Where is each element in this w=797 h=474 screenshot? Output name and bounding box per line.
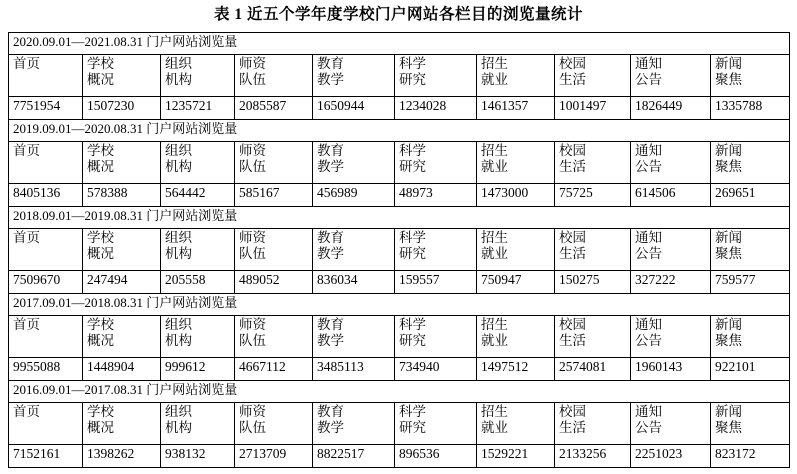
column-header-news: 新闻 聚焦 [711,141,790,183]
column-header-education: 教育 教学 [313,315,395,357]
column-header-homepage: 首页 [9,54,83,96]
value-cell: 159557 [395,270,477,293]
column-header-homepage: 首页 [9,228,83,270]
column-header-campus-life: 校园 生活 [555,228,631,270]
column-header-education: 教育 教学 [313,141,395,183]
column-header-organization: 组织 机构 [161,228,235,270]
value-cell: 564442 [161,183,235,206]
table-row-period [9,206,790,228]
table-row-values [9,444,790,467]
value-cell: 896536 [395,444,477,467]
value-cell: 614506 [631,183,711,206]
value-cell: 327222 [631,270,711,293]
value-cell: 4667112 [235,357,313,380]
table-caption: 表 1 近五个学年度学校门户网站各栏目的浏览量统计 [213,6,583,23]
table-row-header [9,402,790,444]
column-header-campus-life: 校园 生活 [555,402,631,444]
column-header-homepage: 首页 [9,315,83,357]
column-header-organization: 组织 机构 [161,54,235,96]
value-cell: 8822517 [313,444,395,467]
column-header-campus-life: 校园 生活 [555,315,631,357]
table-row-period [9,293,790,315]
value-cell: 269651 [711,183,790,206]
column-header-announcements: 通知 公告 [631,54,711,96]
value-cell: 1497512 [477,357,555,380]
column-header-school-overview: 学校 概况 [83,54,161,96]
value-cell: 759577 [711,270,790,293]
table-row-header [9,141,790,183]
column-header-school-overview: 学校 概况 [83,141,161,183]
value-cell: 1461357 [477,96,555,119]
column-header-school-overview: 学校 概况 [83,315,161,357]
table-row-values [9,183,790,206]
value-cell: 938132 [161,444,235,467]
value-cell: 8405136 [9,183,83,206]
column-header-news: 新闻 聚焦 [711,315,790,357]
column-header-announcements: 通知 公告 [631,228,711,270]
value-cell: 999612 [161,357,235,380]
value-cell: 578388 [83,183,161,206]
value-cell: 205558 [161,270,235,293]
value-cell: 585167 [235,183,313,206]
value-cell: 2251023 [631,444,711,467]
value-cell: 1960143 [631,357,711,380]
column-header-admissions: 招生 就业 [477,228,555,270]
table-row-period [9,32,790,54]
value-cell: 7751954 [9,96,83,119]
table-row-values [9,357,790,380]
value-cell: 823172 [711,444,790,467]
column-header-research: 科学 研究 [395,54,477,96]
table-row-header [9,54,790,96]
column-header-announcements: 通知 公告 [631,141,711,183]
column-header-news: 新闻 聚焦 [711,228,790,270]
value-cell: 750947 [477,270,555,293]
column-header-research: 科学 研究 [395,315,477,357]
column-header-announcements: 通知 公告 [631,402,711,444]
value-cell: 1001497 [555,96,631,119]
value-cell: 456989 [313,183,395,206]
column-header-education: 教育 教学 [313,402,395,444]
column-header-organization: 组织 机构 [161,141,235,183]
value-cell: 1507230 [83,96,161,119]
column-header-faculty: 师资 队伍 [235,228,313,270]
column-header-organization: 组织 机构 [161,315,235,357]
value-cell: 1235721 [161,96,235,119]
column-header-research: 科学 研究 [395,141,477,183]
column-header-admissions: 招生 就业 [477,54,555,96]
column-header-news: 新闻 聚焦 [711,402,790,444]
value-cell: 2574081 [555,357,631,380]
value-cell: 75725 [555,183,631,206]
period-label: 2018.09.01—2019.08.31 门户网站浏览量 [9,206,790,228]
column-header-campus-life: 校园 生活 [555,141,631,183]
period-label: 2019.09.01—2020.08.31 门户网站浏览量 [9,119,790,141]
column-header-school-overview: 学校 概况 [83,228,161,270]
column-header-research: 科学 研究 [395,228,477,270]
value-cell: 1529221 [477,444,555,467]
column-header-faculty: 师资 队伍 [235,402,313,444]
column-header-education: 教育 教学 [313,228,395,270]
column-header-homepage: 首页 [9,402,83,444]
value-cell: 1448904 [83,357,161,380]
value-cell: 1234028 [395,96,477,119]
value-cell: 7152161 [9,444,83,467]
column-header-education: 教育 教学 [313,54,395,96]
period-label: 2020.09.01—2021.08.31 门户网站浏览量 [9,32,790,54]
browsing-statistics-table [8,32,790,468]
period-label: 2017.09.01—2018.08.31 门户网站浏览量 [9,293,790,315]
column-header-admissions: 招生 就业 [477,402,555,444]
value-cell: 150275 [555,270,631,293]
value-cell: 1650944 [313,96,395,119]
column-header-admissions: 招生 就业 [477,315,555,357]
column-header-organization: 组织 机构 [161,402,235,444]
table-row-period [9,380,790,402]
value-cell: 247494 [83,270,161,293]
value-cell: 1335788 [711,96,790,119]
value-cell: 489052 [235,270,313,293]
value-cell: 836034 [313,270,395,293]
value-cell: 734940 [395,357,477,380]
column-header-homepage: 首页 [9,141,83,183]
value-cell: 2713709 [235,444,313,467]
column-header-research: 科学 研究 [395,402,477,444]
value-cell: 2085587 [235,96,313,119]
table-row-period [9,119,790,141]
table-row-values [9,96,790,119]
table-row-values [9,270,790,293]
value-cell: 1398262 [83,444,161,467]
column-header-school-overview: 学校 概况 [83,402,161,444]
value-cell: 7509670 [9,270,83,293]
value-cell: 1826449 [631,96,711,119]
value-cell: 2133256 [555,444,631,467]
value-cell: 1473000 [477,183,555,206]
column-header-campus-life: 校园 生活 [555,54,631,96]
column-header-faculty: 师资 队伍 [235,315,313,357]
table-row-header [9,228,790,270]
value-cell: 3485113 [313,357,395,380]
column-header-faculty: 师资 队伍 [235,54,313,96]
value-cell: 48973 [395,183,477,206]
value-cell: 9955088 [9,357,83,380]
period-label: 2016.09.01—2017.08.31 门户网站浏览量 [9,380,790,402]
column-header-admissions: 招生 就业 [477,141,555,183]
table-row-header [9,315,790,357]
column-header-faculty: 师资 队伍 [235,141,313,183]
value-cell: 922101 [711,357,790,380]
column-header-announcements: 通知 公告 [631,315,711,357]
column-header-news: 新闻 聚焦 [711,54,790,96]
